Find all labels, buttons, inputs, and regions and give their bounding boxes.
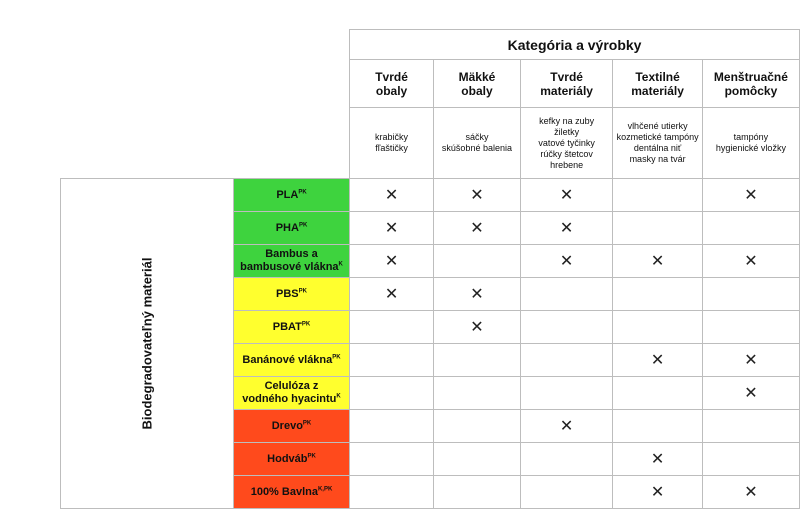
category-examples — [520, 108, 612, 179]
header-row-title — [61, 30, 800, 60]
material-row — [61, 179, 800, 212]
empty-cell — [350, 377, 434, 410]
x-mark-icon: ✕ — [702, 377, 799, 410]
empty-cell — [520, 278, 612, 311]
material-name-text: Banánové vlákna — [242, 353, 333, 366]
material-superscript: PK — [301, 320, 311, 327]
material-name — [233, 410, 349, 443]
empty-cell — [520, 344, 612, 377]
category-name-line: materiály — [631, 83, 684, 98]
example-item: fľaštičky — [375, 143, 408, 153]
category-name-line: Textilné — [635, 69, 680, 84]
material-name — [233, 443, 349, 476]
example-item: dentálna niť — [633, 143, 682, 153]
material-name-line — [234, 393, 349, 406]
example-item: tampóny — [733, 132, 769, 142]
material-name-line — [234, 453, 349, 466]
category-name-line: Mäkké — [458, 69, 496, 84]
empty-cell — [613, 278, 703, 311]
material-name-line — [234, 354, 349, 367]
x-mark-icon: ✕ — [613, 476, 703, 509]
category-examples — [702, 108, 799, 179]
material-name-text: PLA — [276, 188, 299, 201]
example-item: žiletky — [554, 126, 580, 137]
material-name — [233, 344, 349, 377]
x-mark-icon: ✕ — [520, 212, 612, 245]
material-superscript: K — [338, 261, 343, 268]
example-item: kefky na zuby — [539, 115, 595, 126]
x-mark-icon: ✕ — [350, 179, 434, 212]
category-name-line: Tvrdé — [375, 69, 408, 84]
material-name-text: PBAT — [272, 320, 302, 333]
empty-cell — [434, 377, 521, 410]
material-name-text: Bambus a — [265, 248, 318, 260]
side-label: Biodegradovateľný materiál — [139, 257, 155, 429]
empty-cell — [434, 476, 521, 509]
category-header — [613, 60, 703, 108]
material-name — [233, 311, 349, 344]
example-item: hygienické vložky — [715, 143, 786, 153]
material-superscript: PK — [298, 287, 307, 294]
material-superscript: PK — [298, 221, 308, 228]
material-name-text: Drevo — [271, 419, 303, 432]
material-name-line — [234, 486, 349, 499]
material-name — [233, 476, 349, 509]
material-name-line — [234, 261, 349, 274]
material-name-line — [234, 222, 349, 235]
header-row-categories — [61, 60, 800, 108]
empty-cell — [350, 476, 434, 509]
category-header — [520, 60, 612, 108]
x-mark-icon: ✕ — [613, 344, 703, 377]
category-examples — [350, 108, 434, 179]
material-name — [233, 212, 349, 245]
material-superscript: PK — [298, 188, 307, 195]
category-name-line: materiály — [540, 83, 593, 98]
x-mark-icon: ✕ — [350, 245, 434, 278]
empty-cell — [702, 311, 799, 344]
material-superscript: PK — [307, 452, 316, 459]
category-name-line: Tvrdé — [550, 69, 583, 84]
x-mark-icon: ✕ — [350, 212, 434, 245]
x-mark-icon: ✕ — [613, 245, 703, 278]
example-item: rúčky štetcov — [540, 148, 593, 159]
material-superscript: K — [336, 393, 341, 400]
x-mark-icon: ✕ — [434, 212, 521, 245]
empty-cell — [613, 311, 703, 344]
empty-cell — [520, 476, 612, 509]
category-name-line: obaly — [461, 83, 493, 98]
x-mark-icon: ✕ — [350, 278, 434, 311]
material-name-text: Celulóza z — [264, 380, 319, 392]
material-superscript: K,PK — [317, 485, 333, 492]
example-item: vatové tyčinky — [538, 137, 595, 148]
example-item: hrebene — [550, 159, 584, 170]
material-superscript: PK — [302, 419, 312, 426]
example-item: kozmetické tampóny — [616, 132, 699, 142]
empty-cell — [350, 311, 434, 344]
x-mark-icon: ✕ — [434, 311, 521, 344]
material-name — [233, 377, 349, 410]
category-header — [350, 60, 434, 108]
x-mark-icon: ✕ — [613, 443, 703, 476]
material-name-line — [234, 248, 349, 261]
example-item: skúšobné balenia — [441, 143, 512, 153]
example-item: krabičky — [375, 132, 409, 142]
corner-blank — [61, 60, 350, 108]
material-name-text: PHA — [275, 221, 299, 234]
category-examples — [613, 108, 703, 179]
material-name-line — [234, 321, 349, 334]
example-item: vlhčené utierky — [627, 121, 688, 131]
category-name-line: pomôcky — [724, 83, 778, 98]
table-title: Kategória a výrobky — [350, 30, 800, 60]
material-name — [233, 179, 349, 212]
empty-cell — [434, 443, 521, 476]
material-superscript: PK — [332, 353, 341, 360]
corner-blank — [61, 30, 350, 60]
empty-cell — [613, 377, 703, 410]
empty-cell — [434, 245, 521, 278]
material-name-text: Hodváb — [267, 452, 308, 465]
empty-cell — [702, 212, 799, 245]
empty-cell — [613, 410, 703, 443]
empty-cell — [520, 443, 612, 476]
empty-cell — [702, 410, 799, 443]
x-mark-icon: ✕ — [434, 278, 521, 311]
material-name — [233, 278, 349, 311]
category-name-line: obaly — [375, 83, 408, 98]
category-header — [702, 60, 799, 108]
empty-cell — [613, 212, 703, 245]
category-header — [434, 60, 521, 108]
side-label-cell — [61, 179, 234, 509]
empty-cell — [613, 179, 703, 212]
empty-cell — [520, 311, 612, 344]
example-item: sáčky — [465, 132, 489, 142]
x-mark-icon: ✕ — [702, 476, 799, 509]
corner-blank — [61, 108, 350, 179]
header-row-examples — [61, 108, 800, 179]
material-name-text: 100% Bavlna — [250, 485, 318, 498]
material-name — [233, 245, 349, 278]
x-mark-icon: ✕ — [520, 245, 612, 278]
material-category-table — [60, 29, 800, 509]
example-item: masky na tvár — [629, 154, 686, 164]
x-mark-icon: ✕ — [702, 245, 799, 278]
x-mark-icon: ✕ — [520, 410, 612, 443]
x-mark-icon: ✕ — [702, 344, 799, 377]
empty-cell — [434, 344, 521, 377]
material-name-text: vodného hyacintu — [242, 393, 337, 405]
empty-cell — [434, 410, 521, 443]
material-name-line — [234, 380, 349, 393]
empty-cell — [350, 344, 434, 377]
category-name-line: Menštruačné — [713, 69, 788, 84]
material-name-text: bambusové vlákna — [240, 261, 339, 273]
material-name-text: PBS — [276, 287, 299, 300]
x-mark-icon: ✕ — [520, 179, 612, 212]
x-mark-icon: ✕ — [434, 179, 521, 212]
empty-cell — [520, 377, 612, 410]
empty-cell — [350, 443, 434, 476]
empty-cell — [702, 443, 799, 476]
material-name-line — [234, 288, 349, 301]
empty-cell — [350, 410, 434, 443]
material-name-line — [234, 420, 349, 433]
empty-cell — [702, 278, 799, 311]
x-mark-icon: ✕ — [702, 179, 799, 212]
material-name-line — [234, 189, 349, 202]
category-examples — [434, 108, 521, 179]
